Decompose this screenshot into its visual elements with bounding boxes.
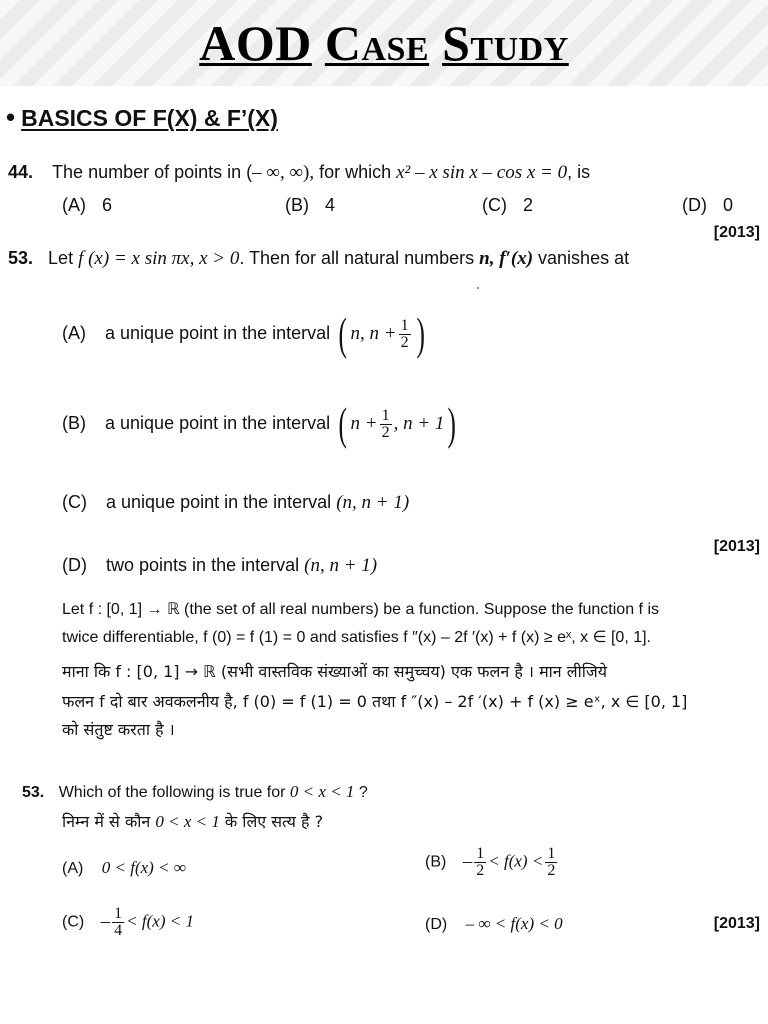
title-word-study: STUDY [442,15,569,71]
year-tag: [2013] [713,224,760,241]
page-title [0,14,768,79]
option-a: (A) 0 < f(x) < ∞ [62,858,186,877]
question-44: 44. The number of points in (– ∞, ∞), for which x² – x sin x – cos x = 0, is [8,162,591,183]
option-d: (D) 0 [682,195,734,215]
question-53-hindi: निम्न में से कौन 0 < x < 1 के लिए सत्य है ? [62,812,324,831]
fraction-half: $\frac{1}{2}$ [547,845,556,879]
fraction-quarter: $\frac{1}{4}$ [114,905,123,939]
equation: x² – x sin x – cos x = 0 [396,162,568,183]
title-word-aod: AOD [199,15,312,71]
passage-hindi-line-3: को संतुष्ट करता है । [62,720,175,739]
passage-english-line-1: Let f : [0, 1] → ℝ (the set of all real numbers) be a function. Suppose the function f is [62,601,659,618]
option-c: (C) 2 [482,195,534,215]
question-number: 44. [8,162,34,182]
year-tag: [2013] [713,915,760,932]
option-c: (C) a unique point in the interval (n, n + 1) [62,492,410,513]
passage-hindi-line-2: फलन f दो बार अवकलनीय है, f (0) = f (1) = 0 तथा f ″(x) – 2f ′(x) + f (x) ≥ eˣ, x ∈ [0, 1] [62,692,688,711]
option-c: (C) – $\frac{1}{4}$ < f(x) < 1 [62,905,194,939]
option-d: (D) two points in the interval (n, n + 1) [62,555,378,576]
passage-hindi-line-1: माना कि f : [0, 1] → ℝ (सभी वास्तविक संख्याओं का समुच्चय) एक फलन है । मान लीजिये [62,662,608,681]
question-53-derivative: 53. Let f (x) = x sin πx, x > 0. Then for all natural numbers n, f′(x) vanishes at [8,248,630,269]
option-b: (B) a unique point in the interval ( n + $\frac{1}{2}$ , n + 1) [62,398,457,449]
year-tag: [2013] [713,538,760,555]
speck-dot-icon [477,287,479,289]
option-a: (A) 6 [62,195,113,215]
question-53-which-true: 53. Which of the following is true for 0 < x < 1 ? [22,782,368,801]
bullet-icon: • [6,102,16,132]
option-a: (A) a unique point in the interval ( n, n + $\frac{1}{2}$ ) [62,308,425,359]
fraction-half: $\frac{1}{2}$ [400,316,409,351]
fraction-half: $\frac{1}{2}$ [381,406,390,441]
section-heading [6,102,278,133]
option-d: (D) – ∞ < f(x) < 0 [425,914,563,933]
option-b: (B) 4 [285,195,336,215]
section-heading-text: BASICS OF F(X) & F’(X) [21,105,278,131]
passage-english-line-2: twice differentiable, f (0) = f (1) = 0 and satisfies f ″(x) – 2f ′(x) + f (x) ≥ eˣ, x ∈ [0, 1]. [62,629,651,646]
question-number: 53. [8,248,34,268]
fraction-half: $\frac{1}{2}$ [476,845,485,879]
option-b: (B) – $\frac{1}{2}$ < f(x) < $\frac{1}{2}$ [425,845,556,879]
question-number: 53. [22,784,45,801]
title-word-case: CASE [324,15,430,71]
